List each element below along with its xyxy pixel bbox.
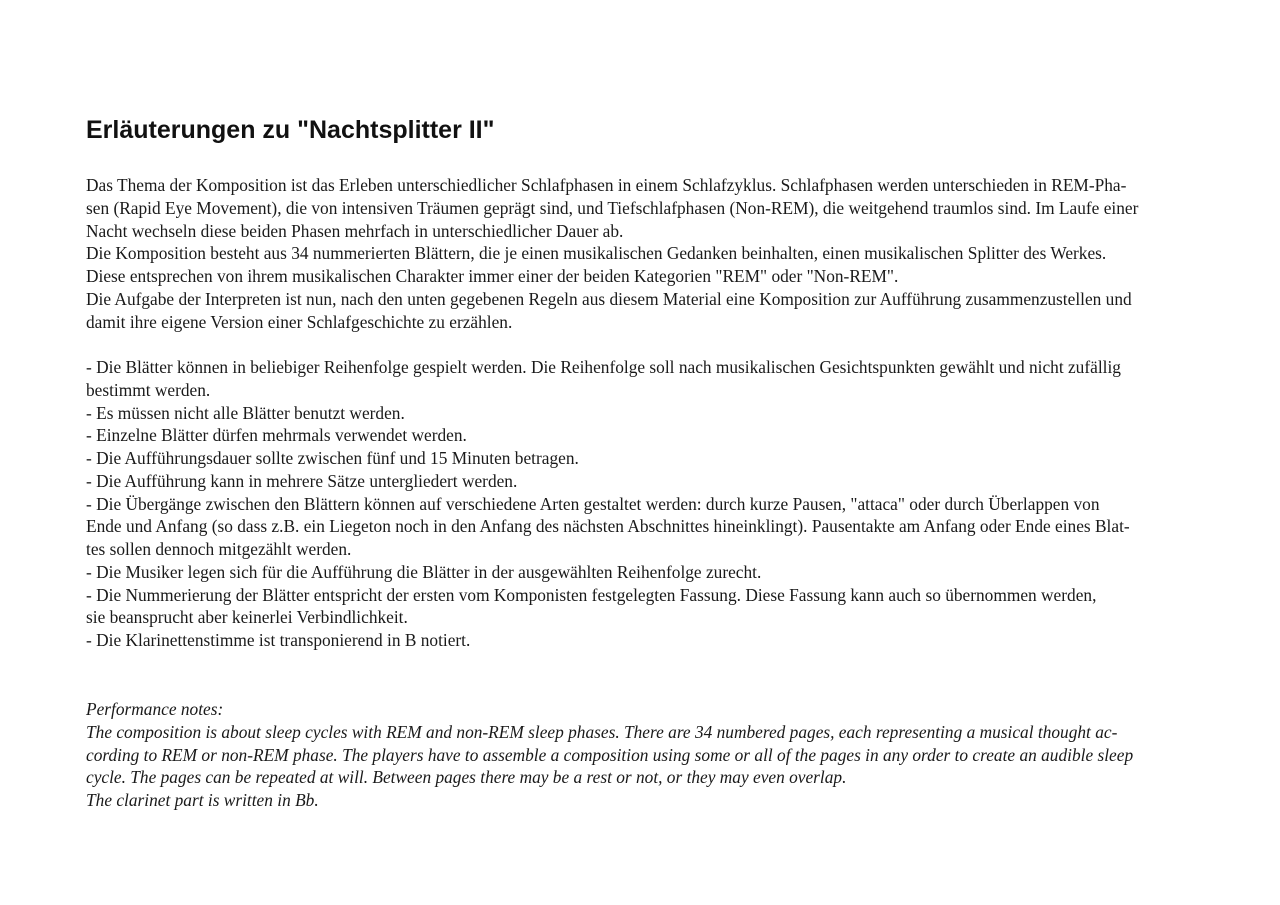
- intro-line: damit ihre eigene Version einer Schlafgeschichte zu erzählen.: [86, 311, 513, 332]
- rule-line: - Die Blätter können in beliebiger Reihenfolge gespielt werden. Die Reihenfolge soll nach musikalischen Gesichtspunkten gewählt und nicht zufällig: [86, 357, 1121, 377]
- intro-line: Diese entsprechen von ihrem musikalischen Charakter immer einer der beiden Kategorien "REM" oder "Non-REM".: [86, 266, 899, 286]
- notes-line: cycle. The pages can be repeated at will. Between pages there may be a rest or not, or they may even overlap.: [86, 767, 847, 788]
- notes-line: cording to REM or non-REM phase. The players have to assemble a composition using some or all of the pages in any order to create an audible sleep: [86, 744, 1134, 765]
- intro-line: Die Aufgabe der Interpreten ist nun, nach den unten gegebenen Regeln aus diesem Material eine Komposition zur Aufführung zusammenzustellen und: [86, 288, 1132, 309]
- notes-line: The clarinet part is written in Bb.: [86, 790, 319, 810]
- intro-line: Das Thema der Komposition ist das Erleben unterschiedlicher Schlafphasen in einem Schlafzyklus. Schlafphasen werden unterschieden in REM-Pha-: [86, 175, 1127, 195]
- rule-line: - Die Klarinettenstimme ist transponierend in B notiert.: [86, 630, 471, 650]
- rule-line: - Die Nummerierung der Blätter entspricht der ersten vom Komponisten festgelegten Fassung. Diese Fassung kann auch so übernommen werden,: [86, 584, 1097, 605]
- performance-notes: [86, 698, 1206, 812]
- rule-line: - Einzelne Blätter dürfen mehrmals verwendet werden.: [86, 425, 467, 446]
- rule-line: - Die Musiker legen sich für die Aufführung die Blätter in der ausgewählten Reihenfolge zurecht.: [86, 561, 762, 582]
- rule-line: Ende und Anfang (so dass z.B. ein Liegeton noch in den Anfang des nächsten Abschnittes hineinklingt). Pausentakte am Anfang oder Ende eines Blat-: [86, 516, 1130, 537]
- rules-list: [86, 356, 1206, 652]
- intro-line: sen (Rapid Eye Movement), die von intensiven Träumen geprägt sind, und Tiefschlafphasen (Non-REM), die weitgehend traumlos sind. Im Laufe einer: [86, 197, 1139, 218]
- intro-line: Nacht wechseln diese beiden Phasen mehrfach in unterschiedlicher Dauer ab.: [86, 220, 624, 241]
- document-title: Erläuterungen zu "Nachtsplitter II": [86, 116, 495, 144]
- rule-line: bestimmt werden.: [86, 379, 211, 400]
- rule-line: sie beansprucht aber keinerlei Verbindlichkeit.: [86, 607, 408, 628]
- rule-line: - Die Übergänge zwischen den Blättern können auf verschiedene Arten gestaltet werden: durch kurze Pausen, "attaca" oder durch Überlappen von: [86, 493, 1100, 514]
- notes-line: The composition is about sleep cycles with REM and non-REM sleep phases. There are 34 numbered pages, each representing a musical thought ac-: [86, 721, 1118, 742]
- intro-line: Die Komposition besteht aus 34 nummerierten Blättern, die je einen musikalischen Gedanken beinhalten, einen musikalischen Splitter des Werkes.: [86, 243, 1107, 264]
- rule-line: - Die Aufführungsdauer sollte zwischen fünf und 15 Minuten betragen.: [86, 448, 579, 468]
- rule-line: - Die Aufführung kann in mehrere Sätze untergliedert werden.: [86, 470, 518, 491]
- rule-line: tes sollen dennoch mitgezählt werden.: [86, 539, 352, 559]
- intro-paragraph: [86, 174, 1206, 333]
- rule-line: - Es müssen nicht alle Blätter benutzt werden.: [86, 402, 405, 423]
- notes-heading: Performance notes:: [86, 699, 224, 719]
